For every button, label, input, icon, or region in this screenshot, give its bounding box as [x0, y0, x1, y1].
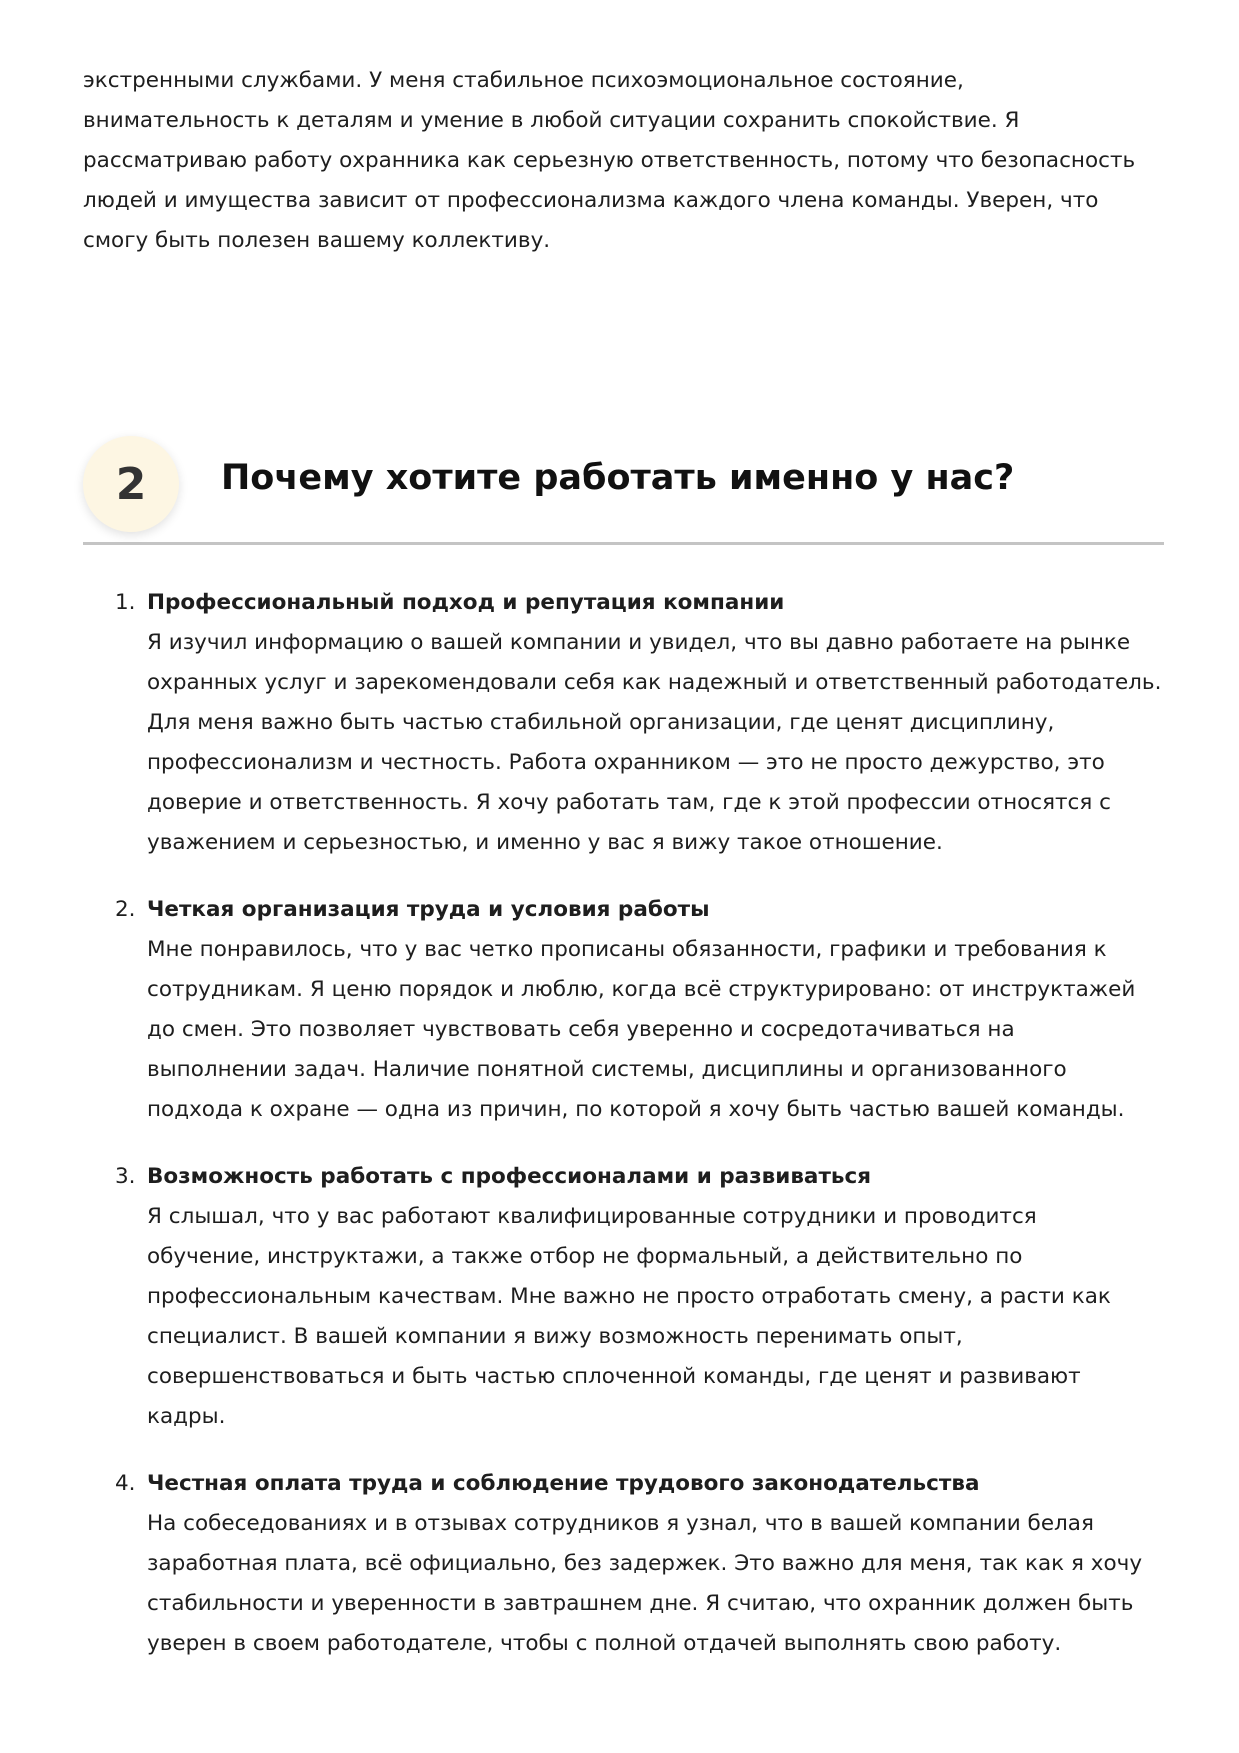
text-line: кадры.	[147, 1404, 226, 1429]
text-line: смогу быть полезен вашему коллективу.	[83, 228, 551, 253]
text-line: рассматриваю работу охранника как серьезную ответственность, потому что безопасность	[83, 148, 1136, 173]
text-line: Я слышал, что у вас работают квалифицированные сотрудники и проводится	[147, 1204, 1037, 1229]
section-number-badge: 2	[83, 436, 179, 532]
item-number: 1.	[115, 590, 136, 615]
item-number: 2.	[115, 897, 136, 922]
text-line: экстренными службами. У меня стабильное психоэмоциональное состояние,	[83, 68, 964, 93]
text-line: профессионализм и честность. Работа охранником — это не просто дежурство, это	[147, 750, 1105, 775]
item-number: 4.	[115, 1471, 136, 1496]
text-line: сотрудникам. Я ценю порядок и люблю, когда всё структурировано: от инструктажей	[147, 977, 1136, 1002]
text-line: доверие и ответственность. Я хочу работать там, где к этой профессии относятся с	[147, 790, 1111, 815]
item-title: Возможность работать с профессионалами и развиваться	[147, 1164, 872, 1189]
text-line: уважением и серьезностью, и именно у вас я вижу такое отношение.	[147, 830, 943, 855]
text-line: внимательность к деталям и умение в любой ситуации сохранить спокойствие. Я	[83, 108, 1020, 133]
item-title: Профессиональный подход и репутация компании	[147, 590, 785, 615]
text-line: выполнении задач. Наличие понятной системы, дисциплины и организованного	[147, 1057, 1067, 1082]
text-line: Мне понравилось, что у вас четко прописаны обязанности, графики и требования к	[147, 937, 1107, 962]
text-line: совершенствоваться и быть частью сплоченной команды, где ценят и развивают	[147, 1364, 1081, 1389]
intro-paragraph	[83, 61, 1135, 261]
item-title: Четкая организация труда и условия работы	[147, 897, 710, 922]
text-line: Для меня важно быть частью стабильной организации, где ценят дисциплину,	[147, 710, 1055, 735]
section-title: Почему хотите работать именно у нас?	[221, 458, 1015, 498]
item-number: 3.	[115, 1164, 136, 1189]
text-line: специалист. В вашей компании я вижу возможность перенимать опыт,	[147, 1324, 963, 1349]
text-line: обучение, инструктажи, а также отбор не формальный, а действительно по	[147, 1244, 1023, 1269]
text-line: На собеседованиях и в отзывах сотрудников я узнал, что в вашей компании белая	[147, 1511, 1094, 1536]
text-line: до смен. Это позволяет чувствовать себя уверенно и сосредотачиваться на	[147, 1017, 1015, 1042]
text-line: охранных услуг и зарекомендовали себя как надежный и ответственный работодатель.	[147, 670, 1162, 695]
text-line: подхода к охране — одна из причин, по которой я хочу быть частью вашей команды.	[147, 1097, 1125, 1122]
text-line: стабильности и уверенности в завтрашнем дне. Я считаю, что охранник должен быть	[147, 1591, 1134, 1616]
item-title: Честная оплата труда и соблюдение трудового законодательства	[147, 1471, 980, 1496]
text-line: заработная плата, всё официально, без задержек. Это важно для меня, так как я хочу	[147, 1551, 1143, 1576]
text-line: людей и имущества зависит от профессионализма каждого члена команды. Уверен, что	[83, 188, 1099, 213]
text-line: уверен в своем работодателе, чтобы с полной отдачей выполнять свою работу.	[147, 1631, 1062, 1656]
text-line: профессиональным качествам. Мне важно не просто отработать смену, а расти как	[147, 1284, 1111, 1309]
text-line: Я изучил информацию о вашей компании и увидел, что вы давно работаете на рынке	[147, 630, 1131, 655]
section-header	[83, 436, 1164, 545]
